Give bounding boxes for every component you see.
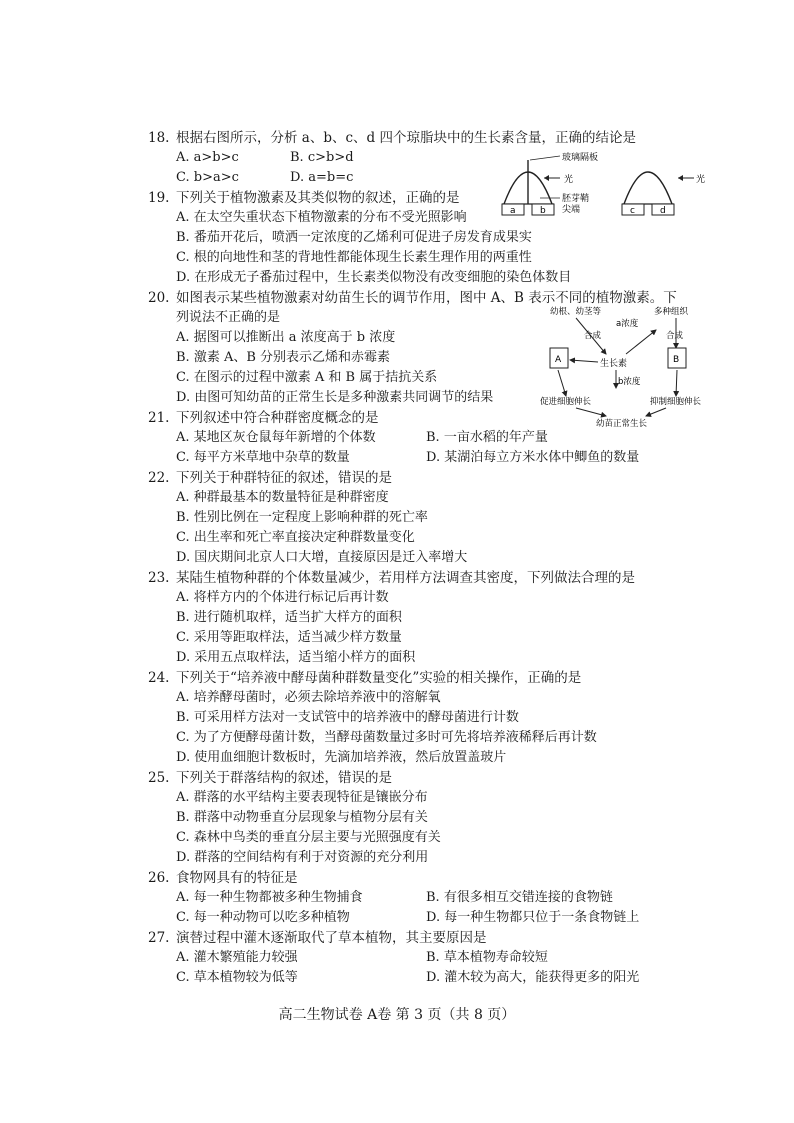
question-23 (148, 568, 635, 588)
question-number: 20. (148, 290, 170, 306)
option-c: C. 在图示的过程中激素 A 和 B 属于拮抗关系 (176, 370, 438, 385)
light-label-left: 光 (564, 175, 574, 185)
option-c: C. 每一种动物可以吃多种植物 (176, 910, 350, 925)
hormone-diagram (536, 304, 712, 430)
option-d: D. 采用五点取样法，适当缩小样方的面积 (176, 650, 416, 665)
question-number: 24. (148, 670, 170, 686)
inhibit-elongation-label: 抑制细胞伸长 (650, 397, 702, 407)
question-19 (148, 188, 460, 208)
tip-label-1: 胚芽鞘 (562, 194, 590, 204)
question-number: 21. (148, 410, 170, 426)
question-number: 26. (148, 870, 170, 886)
option-a: A. 种群最基本的数量特征是种群密度 (176, 490, 389, 505)
option-b: B. 可采用样方法对一支试管中的培养液中的酵母菌进行计数 (176, 710, 519, 725)
option-a: A. 每一种生物都被多种生物捕食 (176, 890, 363, 905)
option-b: B. 群落中动物垂直分层现象与植物分层有关 (176, 810, 428, 825)
glass-plate-label: 玻璃隔板 (562, 153, 599, 163)
option-a: A. 在太空失重状态下植物激素的分布不受光照影响 (176, 210, 467, 225)
question-stem: 下列关于种群特征的叙述，错误的是 (176, 470, 392, 486)
question-number: 18. (148, 130, 170, 146)
synth-left-label: 合成 (584, 331, 602, 341)
option-c: C. 每平方米草地中杂草的数量 (176, 450, 350, 465)
source-left-label: 幼根、幼茎等 (550, 307, 602, 317)
option-b: B. 激素 A、B 分别表示乙烯和赤霉素 (176, 350, 391, 365)
light-label-right: 光 (696, 175, 706, 185)
option-d: D. a=b=c (290, 170, 354, 185)
option-d: D. 国庆期间北京人口大增，直接原因是迁入率增大 (176, 550, 468, 565)
question-24 (148, 668, 581, 688)
option-b: B. c>b>d (290, 150, 354, 165)
option-c: C. 根的向地性和茎的背地性都能体现生长素生理作用的两重性 (176, 250, 532, 265)
option-d: D. 在形成无子番茄过程中，生长素类似物没有改变细胞的染色体数目 (176, 270, 572, 285)
option-a: A. 据图可以推断出 a 浓度高于 b 浓度 (176, 330, 396, 345)
page-footer: 高二生物试卷 A卷 第 3 页（共 8 页） (278, 1007, 516, 1023)
question-27 (148, 928, 487, 948)
question-22 (148, 468, 392, 488)
synth-right-label: 合成 (666, 331, 684, 341)
question-stem-continued: 列说法不正确的是 (176, 310, 281, 325)
option-a: A. 将样方内的个体进行标记后再计数 (176, 590, 389, 605)
option-b: B. 番茄开花后，喷洒一定浓度的乙烯利可促进子房发育成果实 (176, 230, 532, 245)
block-c-label: c (630, 206, 635, 216)
coleoptile-figure (496, 146, 716, 218)
b-concentration-label: b浓度 (618, 377, 641, 387)
option-d: D. 每一种生物都只位于一条食物链上 (426, 910, 640, 925)
hormone-a-label: A (555, 355, 562, 365)
option-a: A. 群落的水平结构主要表现特征是镶嵌分布 (176, 790, 428, 805)
option-c: C. 为了方便酵母菌计数，当酵母菌数量过多时可先将培养液稀释后再计数 (176, 730, 597, 745)
option-b: B. 进行随机取样，适当扩大样方的面积 (176, 610, 402, 625)
option-d: D. 群落的空间结构有利于对资源的充分利用 (176, 850, 429, 865)
question-stem: 下列叙述中符合种群密度概念的是 (176, 410, 379, 426)
tip-label-2: 尖端 (562, 205, 581, 215)
option-c: C. 森林中鸟类的垂直分层主要与光照强度有关 (176, 830, 441, 845)
question-stem: 某陆生植物种群的个体数量减少，若用样方法调查其密度，下列做法合理的是 (176, 570, 635, 586)
block-b-label: b (540, 206, 546, 216)
option-c: C. 采用等距取样法，适当减少样方数量 (176, 630, 402, 645)
auxin-label: 生长素 (600, 359, 628, 369)
question-number: 25. (148, 770, 170, 786)
question-stem: 下列关于植物激素及其类似物的叙述，正确的是 (176, 190, 460, 206)
block-d-label: d (660, 206, 666, 216)
question-number: 23. (148, 570, 170, 586)
option-c: C. 出生率和死亡率直接决定种群数量变化 (176, 530, 415, 545)
source-right-label: 多种组织 (654, 307, 689, 317)
question-26 (148, 868, 298, 888)
option-a: A. 灌木繁殖能力较强 (176, 950, 298, 965)
question-stem: 根据右图所示，分析 a、b、c、d 四个琼脂块中的生长素含量，正确的结论是 (176, 130, 636, 146)
option-a: A. 培养酵母菌时，必须去除培养液中的溶解氧 (176, 690, 441, 705)
option-b: B. 一亩水稻的年产量 (426, 430, 548, 445)
option-d: D. 灌木较为高大，能获得更多的阳光 (426, 970, 640, 985)
option-d: D. 由图可知幼苗的正常生长是多种激素共同调节的结果 (176, 390, 494, 405)
option-a: A. 某地区灰仓鼠每年新增的个体数 (176, 430, 376, 445)
option-b: B. 有很多相互交错连接的食物链 (426, 890, 613, 905)
question-stem: 如图表示某些植物激素对幼苗生长的调节作用，图中 A、B 表示不同的植物激素。下 (176, 290, 677, 306)
option-c: C. 草本植物较为低等 (176, 970, 298, 985)
question-18 (148, 128, 636, 148)
option-c: C. b>a>c (176, 170, 239, 185)
promote-elongation-label: 促进细胞伸长 (540, 397, 592, 407)
option-d: D. 使用血细胞计数板时，先滴加培养液，然后放置盖玻片 (176, 750, 507, 765)
hormone-b-label: B (673, 355, 680, 365)
option-b: B. 性别比例在一定程度上影响种群的死亡率 (176, 510, 428, 525)
light-arrow-right-icon (678, 175, 683, 181)
coleoptile-right-icon (624, 172, 672, 204)
question-stem: 下列关于“培养液中酵母菌种群数量变化”实验的相关操作，正确的是 (176, 670, 582, 686)
question-25 (148, 768, 392, 788)
option-a: A. a>b>c (176, 150, 239, 165)
light-arrow-icon (544, 175, 549, 181)
a-concentration-label: a浓度 (616, 319, 639, 329)
option-d: D. 某湖泊每立方米水体中鲫鱼的数量 (426, 450, 640, 465)
question-stem: 下列关于群落结构的叙述，错误的是 (176, 770, 392, 786)
option-b: B. 草本植物寿命较短 (426, 950, 548, 965)
question-stem: 演替过程中灌木逐渐取代了草本植物，其主要原因是 (176, 930, 487, 946)
question-number: 27. (148, 930, 170, 946)
question-21 (148, 408, 379, 428)
normal-growth-label: 幼苗正常生长 (596, 419, 648, 429)
question-stem: 食物网具有的特征是 (176, 870, 298, 886)
question-number: 19. (148, 190, 170, 206)
block-a-label: a (510, 206, 516, 216)
question-number: 22. (148, 470, 170, 486)
